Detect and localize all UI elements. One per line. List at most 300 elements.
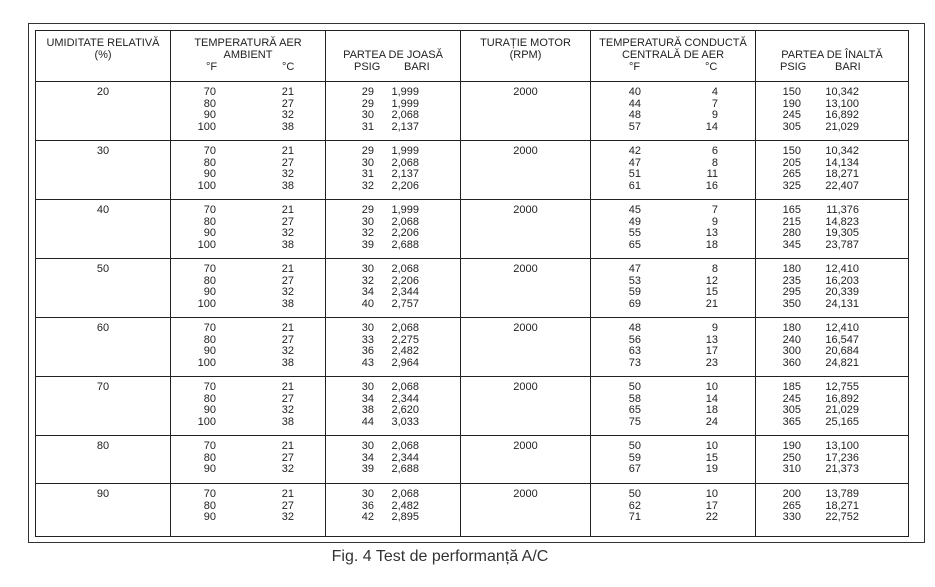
value: 305 bbox=[782, 120, 801, 133]
value: 38 bbox=[281, 179, 294, 192]
value: 40 bbox=[628, 86, 641, 98]
humidity-cell: 40 bbox=[36, 200, 171, 259]
value: 25,165 bbox=[825, 415, 859, 428]
value: 19 bbox=[705, 463, 718, 476]
value: 50 bbox=[628, 440, 641, 452]
value: 23 bbox=[705, 356, 718, 369]
value: 17 bbox=[705, 345, 718, 358]
unit-bari: BARI bbox=[835, 61, 861, 73]
value: 70 bbox=[203, 263, 216, 275]
value: 90 bbox=[203, 511, 216, 524]
value: 32 bbox=[281, 345, 294, 358]
value: 2,688 bbox=[391, 238, 419, 251]
value: 34 bbox=[361, 451, 374, 464]
low-bari-values bbox=[326, 205, 419, 251]
value: 9 bbox=[711, 109, 718, 122]
duct-c-values bbox=[591, 441, 718, 476]
value: 65 bbox=[628, 238, 641, 251]
value: 38 bbox=[281, 120, 294, 133]
value: 345 bbox=[782, 238, 801, 251]
header-high-side bbox=[756, 31, 909, 82]
value: 27 bbox=[281, 97, 294, 110]
value: 90 bbox=[203, 168, 216, 181]
header-humidity-line2: (%) bbox=[94, 49, 112, 61]
table-row bbox=[36, 484, 909, 537]
value: 365 bbox=[782, 415, 801, 428]
value: 21 bbox=[281, 440, 294, 452]
header-low-title: PARTEA DE JOASĂ bbox=[343, 49, 443, 61]
value: 69 bbox=[628, 297, 641, 310]
value: 4 bbox=[711, 86, 718, 98]
value: 32 bbox=[281, 511, 294, 524]
header-rpm bbox=[461, 31, 591, 82]
value: 310 bbox=[782, 463, 801, 476]
value: 27 bbox=[281, 333, 294, 346]
value: 40 bbox=[361, 297, 374, 310]
value: 38 bbox=[281, 356, 294, 369]
value: 90 bbox=[203, 404, 216, 417]
value: 1,999 bbox=[391, 86, 419, 98]
value-cell bbox=[171, 484, 326, 537]
duct-c-values bbox=[591, 323, 718, 369]
value: 330 bbox=[782, 511, 801, 524]
value: 27 bbox=[281, 499, 294, 512]
value: 32 bbox=[281, 109, 294, 122]
value: 31 bbox=[361, 168, 374, 181]
value: 70 bbox=[203, 322, 216, 334]
value: 9 bbox=[711, 215, 718, 228]
value: 14,134 bbox=[825, 156, 859, 169]
header-rpm-line2: (RPM) bbox=[509, 49, 542, 61]
humidity-cell: 60 bbox=[36, 318, 171, 377]
value: 45 bbox=[628, 204, 641, 216]
value: 200 bbox=[782, 488, 801, 500]
value: 39 bbox=[361, 238, 374, 251]
value: 53 bbox=[628, 274, 641, 287]
value-cell bbox=[171, 259, 326, 318]
value: 8 bbox=[711, 156, 718, 169]
value-cell bbox=[171, 200, 326, 259]
value: 70 bbox=[203, 488, 216, 500]
value: 90 bbox=[203, 227, 216, 240]
value-cell bbox=[326, 377, 461, 436]
value: 71 bbox=[628, 511, 641, 524]
header-rpm-line1: TURAȚIE MOTOR bbox=[480, 37, 571, 49]
rpm-cell: 2000 bbox=[461, 436, 591, 484]
value: 34 bbox=[361, 286, 374, 299]
value-cell bbox=[326, 200, 461, 259]
value: 21,029 bbox=[825, 404, 859, 417]
value: 2,344 bbox=[391, 451, 419, 464]
unit-c: °C bbox=[282, 61, 295, 73]
value: 22 bbox=[705, 511, 718, 524]
value: 73 bbox=[628, 356, 641, 369]
value: 20,339 bbox=[825, 286, 859, 299]
value: 47 bbox=[628, 156, 641, 169]
value: 63 bbox=[628, 345, 641, 358]
high-bari-values bbox=[756, 323, 859, 369]
value: 100 bbox=[197, 120, 216, 133]
rpm-cell: 2000 bbox=[461, 377, 591, 436]
value: 18,271 bbox=[825, 168, 859, 181]
value: 48 bbox=[628, 109, 641, 122]
value-cell bbox=[756, 436, 909, 484]
header-humidity-line1: UMIDITATE RELATIVĂ bbox=[46, 37, 160, 49]
value: 2,206 bbox=[391, 274, 419, 287]
value: 30 bbox=[361, 263, 374, 275]
value: 2,964 bbox=[391, 356, 419, 369]
rpm-cell: 2000 bbox=[461, 318, 591, 377]
amb-c-values bbox=[171, 323, 294, 369]
value-cell bbox=[326, 484, 461, 537]
rpm-cell: 2000 bbox=[461, 200, 591, 259]
value: 100 bbox=[197, 297, 216, 310]
duct-c-values bbox=[591, 264, 718, 310]
value: 32 bbox=[281, 227, 294, 240]
humidity-cell: 90 bbox=[36, 484, 171, 537]
value-cell bbox=[171, 436, 326, 484]
humidity-cell: 20 bbox=[36, 82, 171, 141]
value: 185 bbox=[782, 381, 801, 393]
value: 50 bbox=[628, 488, 641, 500]
value: 13 bbox=[705, 333, 718, 346]
value: 21,373 bbox=[825, 463, 859, 476]
value: 2,206 bbox=[391, 179, 419, 192]
table-row bbox=[36, 200, 909, 259]
value-cell bbox=[756, 318, 909, 377]
value: 27 bbox=[281, 451, 294, 464]
value: 29 bbox=[361, 204, 374, 216]
value: 2,068 bbox=[391, 488, 419, 500]
value: 27 bbox=[281, 392, 294, 405]
value: 300 bbox=[782, 345, 801, 358]
value: 59 bbox=[628, 286, 641, 299]
value: 32 bbox=[281, 404, 294, 417]
unit-c: °C bbox=[705, 61, 718, 73]
value: 11,376 bbox=[826, 204, 859, 216]
value: 3,033 bbox=[391, 415, 419, 428]
value: 70 bbox=[203, 381, 216, 393]
value: 50 bbox=[628, 381, 641, 393]
value: 12,410 bbox=[825, 322, 859, 334]
value-cell bbox=[591, 200, 756, 259]
value: 6 bbox=[711, 145, 718, 157]
value: 245 bbox=[782, 392, 801, 405]
value: 22,752 bbox=[825, 511, 859, 524]
value: 250 bbox=[782, 451, 801, 464]
value: 10,342 bbox=[825, 145, 859, 157]
value: 215 bbox=[782, 215, 801, 228]
low-bari-values bbox=[326, 264, 419, 310]
value-cell bbox=[591, 141, 756, 200]
value: 67 bbox=[628, 463, 641, 476]
value: 42 bbox=[361, 511, 374, 524]
humidity-cell: 30 bbox=[36, 141, 171, 200]
value: 13,100 bbox=[825, 97, 859, 110]
value-cell bbox=[326, 436, 461, 484]
value: 14 bbox=[705, 392, 718, 405]
value: 30 bbox=[361, 381, 374, 393]
value: 59 bbox=[628, 451, 641, 464]
header-high-title: PARTEA DE ÎNALTĂ bbox=[781, 49, 883, 61]
value-cell bbox=[591, 318, 756, 377]
value: 11 bbox=[706, 168, 718, 181]
value: 2,688 bbox=[391, 463, 419, 476]
value-cell bbox=[591, 377, 756, 436]
value: 57 bbox=[628, 120, 641, 133]
value: 10 bbox=[705, 440, 718, 452]
value: 7 bbox=[711, 97, 718, 110]
value: 21,029 bbox=[825, 120, 859, 133]
value: 33 bbox=[361, 333, 374, 346]
value: 2,895 bbox=[391, 511, 419, 524]
unit-bari: BARI bbox=[404, 61, 430, 73]
value: 14,823 bbox=[825, 215, 859, 228]
value: 24,131 bbox=[825, 297, 859, 310]
value-cell bbox=[171, 141, 326, 200]
unit-f: °F bbox=[206, 61, 218, 73]
duct-c-values bbox=[591, 205, 718, 251]
value: 150 bbox=[782, 145, 801, 157]
value: 38 bbox=[281, 238, 294, 251]
value: 265 bbox=[782, 168, 801, 181]
value: 350 bbox=[782, 297, 801, 310]
value: 90 bbox=[203, 286, 216, 299]
value-cell bbox=[171, 318, 326, 377]
value: 51 bbox=[628, 168, 641, 181]
value: 2,344 bbox=[391, 286, 419, 299]
high-bari-values bbox=[756, 146, 859, 192]
table-row bbox=[36, 436, 909, 484]
amb-c-values bbox=[171, 87, 294, 133]
high-bari-values bbox=[756, 489, 859, 524]
value: 21 bbox=[281, 204, 294, 216]
value: 2,068 bbox=[391, 263, 419, 275]
value: 27 bbox=[281, 274, 294, 287]
value-cell bbox=[326, 259, 461, 318]
value: 49 bbox=[628, 215, 641, 228]
value: 325 bbox=[782, 179, 801, 192]
value-cell bbox=[756, 377, 909, 436]
value: 235 bbox=[782, 274, 801, 287]
value: 42 bbox=[628, 145, 641, 157]
value: 61 bbox=[628, 179, 641, 192]
value: 80 bbox=[203, 333, 216, 346]
value: 21 bbox=[281, 86, 294, 98]
value: 36 bbox=[361, 345, 374, 358]
value: 190 bbox=[782, 440, 801, 452]
value: 47 bbox=[628, 263, 641, 275]
value-cell bbox=[756, 141, 909, 200]
value: 2,068 bbox=[391, 440, 419, 452]
value: 12,755 bbox=[825, 381, 859, 393]
value: 30 bbox=[361, 156, 374, 169]
value: 150 bbox=[782, 86, 801, 98]
header-row bbox=[36, 31, 909, 82]
value: 29 bbox=[361, 97, 374, 110]
high-bari-values bbox=[756, 382, 859, 428]
value: 24,821 bbox=[825, 356, 859, 369]
value: 19,305 bbox=[825, 227, 859, 240]
rpm-cell: 2000 bbox=[461, 82, 591, 141]
duct-c-values bbox=[591, 87, 718, 133]
value: 16,203 bbox=[825, 274, 859, 287]
value-cell bbox=[591, 259, 756, 318]
value: 295 bbox=[782, 286, 801, 299]
value: 100 bbox=[197, 415, 216, 428]
rpm-cell: 2000 bbox=[461, 141, 591, 200]
value: 44 bbox=[628, 97, 641, 110]
value: 30 bbox=[361, 488, 374, 500]
value: 80 bbox=[203, 274, 216, 287]
value: 16,547 bbox=[825, 333, 859, 346]
value: 21 bbox=[705, 297, 718, 310]
table-row bbox=[36, 82, 909, 141]
value: 80 bbox=[203, 392, 216, 405]
value-cell bbox=[326, 141, 461, 200]
humidity-cell: 80 bbox=[36, 436, 171, 484]
value: 70 bbox=[203, 86, 216, 98]
value: 17,236 bbox=[825, 451, 859, 464]
value: 38 bbox=[361, 404, 374, 417]
value: 32 bbox=[281, 168, 294, 181]
value: 2,068 bbox=[391, 156, 419, 169]
high-bari-values bbox=[756, 264, 859, 310]
value: 31 bbox=[361, 120, 374, 133]
value: 100 bbox=[197, 179, 216, 192]
value: 2,344 bbox=[391, 392, 419, 405]
value-cell bbox=[591, 484, 756, 537]
low-bari-values bbox=[326, 489, 419, 524]
value: 12 bbox=[705, 274, 718, 287]
table-row bbox=[36, 141, 909, 200]
value: 30 bbox=[361, 440, 374, 452]
value: 29 bbox=[361, 145, 374, 157]
table-row bbox=[36, 318, 909, 377]
header-ambient-line2: AMBIENT bbox=[223, 49, 273, 61]
value: 80 bbox=[203, 451, 216, 464]
value: 21 bbox=[281, 381, 294, 393]
unit-psig: PSIG bbox=[780, 61, 807, 73]
value: 32 bbox=[361, 227, 374, 240]
value: 15 bbox=[705, 451, 718, 464]
value: 48 bbox=[628, 322, 641, 334]
high-bari-values bbox=[756, 87, 859, 133]
value: 1,999 bbox=[391, 145, 419, 157]
value: 30 bbox=[361, 215, 374, 228]
value: 27 bbox=[281, 156, 294, 169]
value-cell bbox=[591, 82, 756, 141]
value: 280 bbox=[782, 227, 801, 240]
amb-c-values bbox=[171, 205, 294, 251]
figure-caption: Fig. 4 Test de performanță A/C bbox=[331, 548, 549, 565]
value: 32 bbox=[281, 463, 294, 476]
value: 2,620 bbox=[391, 404, 419, 417]
value: 245 bbox=[782, 109, 801, 122]
value: 165 bbox=[782, 204, 801, 216]
value: 240 bbox=[782, 333, 801, 346]
value: 2,482 bbox=[391, 499, 419, 512]
value: 9 bbox=[711, 322, 718, 334]
amb-c-values bbox=[171, 146, 294, 192]
value: 190 bbox=[782, 97, 801, 110]
value: 205 bbox=[782, 156, 801, 169]
value: 265 bbox=[782, 499, 801, 512]
value-cell bbox=[326, 318, 461, 377]
value-cell bbox=[756, 484, 909, 537]
value: 13 bbox=[705, 227, 718, 240]
value: 18,271 bbox=[825, 499, 859, 512]
value: 7 bbox=[711, 204, 718, 216]
ac-performance-table bbox=[35, 30, 909, 537]
value: 38 bbox=[281, 297, 294, 310]
value: 38 bbox=[281, 415, 294, 428]
table-row bbox=[36, 259, 909, 318]
value: 90 bbox=[203, 463, 216, 476]
amb-c-values bbox=[171, 382, 294, 428]
value: 23,787 bbox=[825, 238, 859, 251]
value: 70 bbox=[203, 145, 216, 157]
value: 70 bbox=[203, 204, 216, 216]
value: 55 bbox=[628, 227, 641, 240]
value: 2,757 bbox=[391, 297, 419, 310]
value: 16 bbox=[705, 179, 718, 192]
header-ambient-line1: TEMPERATURĂ AER bbox=[194, 37, 302, 49]
value: 2,068 bbox=[391, 322, 419, 334]
value-cell bbox=[171, 82, 326, 141]
value: 21 bbox=[281, 145, 294, 157]
amb-c-values bbox=[171, 441, 294, 476]
value: 34 bbox=[361, 392, 374, 405]
table-row bbox=[36, 377, 909, 436]
value: 70 bbox=[203, 440, 216, 452]
value: 90 bbox=[203, 109, 216, 122]
value: 21 bbox=[281, 322, 294, 334]
value: 2,068 bbox=[391, 109, 419, 122]
rpm-cell: 2000 bbox=[461, 484, 591, 537]
value: 80 bbox=[203, 215, 216, 228]
header-duct-line2: CENTRALĂ DE AER bbox=[621, 49, 725, 61]
value: 21 bbox=[281, 488, 294, 500]
value: 12,410 bbox=[825, 263, 859, 275]
value: 2,275 bbox=[391, 333, 419, 346]
value: 14 bbox=[705, 120, 718, 133]
value: 10 bbox=[705, 381, 718, 393]
value: 180 bbox=[782, 263, 801, 275]
header-duct bbox=[591, 31, 756, 82]
value: 1,999 bbox=[391, 97, 419, 110]
low-bari-values bbox=[326, 323, 419, 369]
rpm-cell: 2000 bbox=[461, 259, 591, 318]
value: 1,999 bbox=[391, 204, 419, 216]
value: 13,100 bbox=[825, 440, 859, 452]
value: 39 bbox=[361, 463, 374, 476]
value: 36 bbox=[361, 499, 374, 512]
value-cell bbox=[756, 259, 909, 318]
header-duct-line1: TEMPERATURĂ CONDUCTĂ bbox=[599, 37, 747, 49]
value: 29 bbox=[361, 86, 374, 98]
value: 100 bbox=[197, 238, 216, 251]
value: 21 bbox=[281, 263, 294, 275]
high-bari-values bbox=[756, 205, 859, 251]
value: 16,892 bbox=[825, 392, 859, 405]
humidity-cell: 50 bbox=[36, 259, 171, 318]
value: 30 bbox=[361, 322, 374, 334]
value: 8 bbox=[711, 263, 718, 275]
low-bari-values bbox=[326, 382, 419, 428]
value: 10,342 bbox=[825, 86, 859, 98]
duct-c-values bbox=[591, 489, 718, 524]
